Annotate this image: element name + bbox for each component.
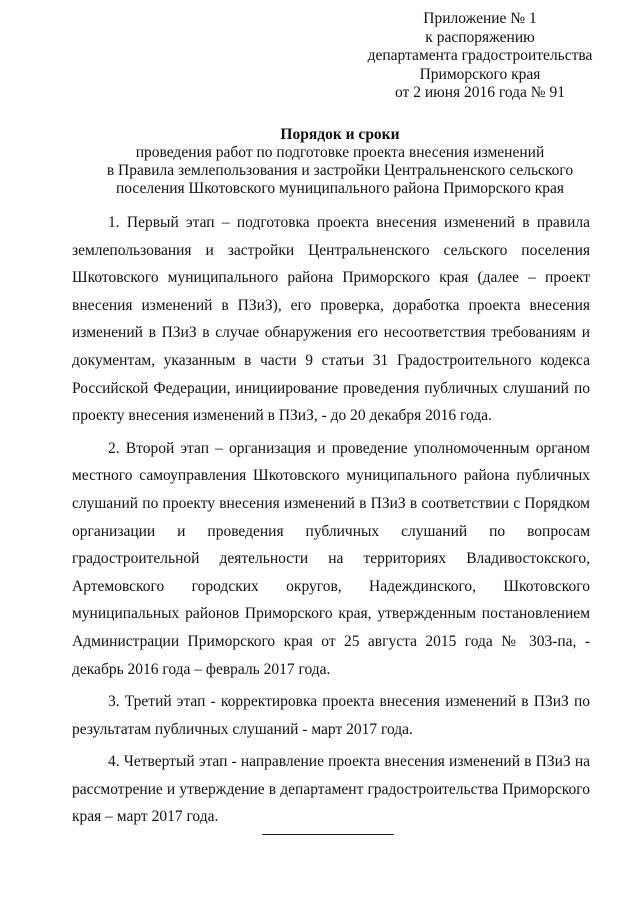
appendix-date: от 2 июня 2016 года № 91 [395,84,565,101]
end-separator-line [262,834,394,835]
document-body [72,209,590,836]
document-title-block [60,126,620,198]
document-subtitle-line-1: проведения работ по подготовке проекта внесения изменений [135,144,545,161]
document-subtitle-line-2: в Правила землепользования и застройки Центральненского сельского [106,162,574,179]
appendix-number: Приложение № 1 [423,10,537,27]
paragraph-stage-4: 4. Четвертый этап - направление проекта внесения изменений в ПЗиЗ на рассмотрение и утверждение в департамент градостроительства Приморского края – март 2017 года. [72,753,590,826]
document-title: Порядок и сроки [280,126,400,143]
appendix-region: Приморского края [419,65,541,83]
paragraph-stage-2: 2. Второй этап – организация и проведение уполномоченным органом местного самоуправления Шкотовского муниципального района публичных слушаний по проекту внесения изменений в ПЗиЗ в соответствии с Порядком организации и проведения публичных слушаний по вопросам градостроительной деятельности на территориях Владивостокского, Артемовского городских округов, Надеждинского, Шкотовского муниципальных районов Приморского края, утвержденным постановлением Администрации Приморского края от 25 августа 2015 года № 303-па, - декабрь 2016 года – февраль 2017 года. [72,439,590,678]
appendix-department: департамента градостроительства [367,47,593,64]
appendix-header [330,10,630,103]
appendix-order-ref: к распоряжению [425,28,535,46]
paragraph-stage-3: 3. Третий этап - корректировка проекта внесения изменений в ПЗиЗ по результатам публичных слушаний - март 2017 года. [72,693,590,738]
paragraph-stage-1: 1. Первый этап – подготовка проекта внесения изменений в правила землепользования и застройки Центральненского сельского поселения Шкотовского муниципального района Приморского края (далее – проект внесения изменений в ПЗиЗ), его проверка, доработка проекта внесения изменений в ПЗиЗ в случае обнаружения его несоответствия требованиям и документам, указанным в части 9 статьи 31 Градостроительного кодекса Российской Федерации, инициирование проведения публичных слушаний по проекту внесения изменений в ПЗиЗ, - до 20 декабря 2016 года. [72,214,590,425]
document-subtitle-line-3: поселения Шкотовского муниципального района Приморского края [115,180,565,197]
